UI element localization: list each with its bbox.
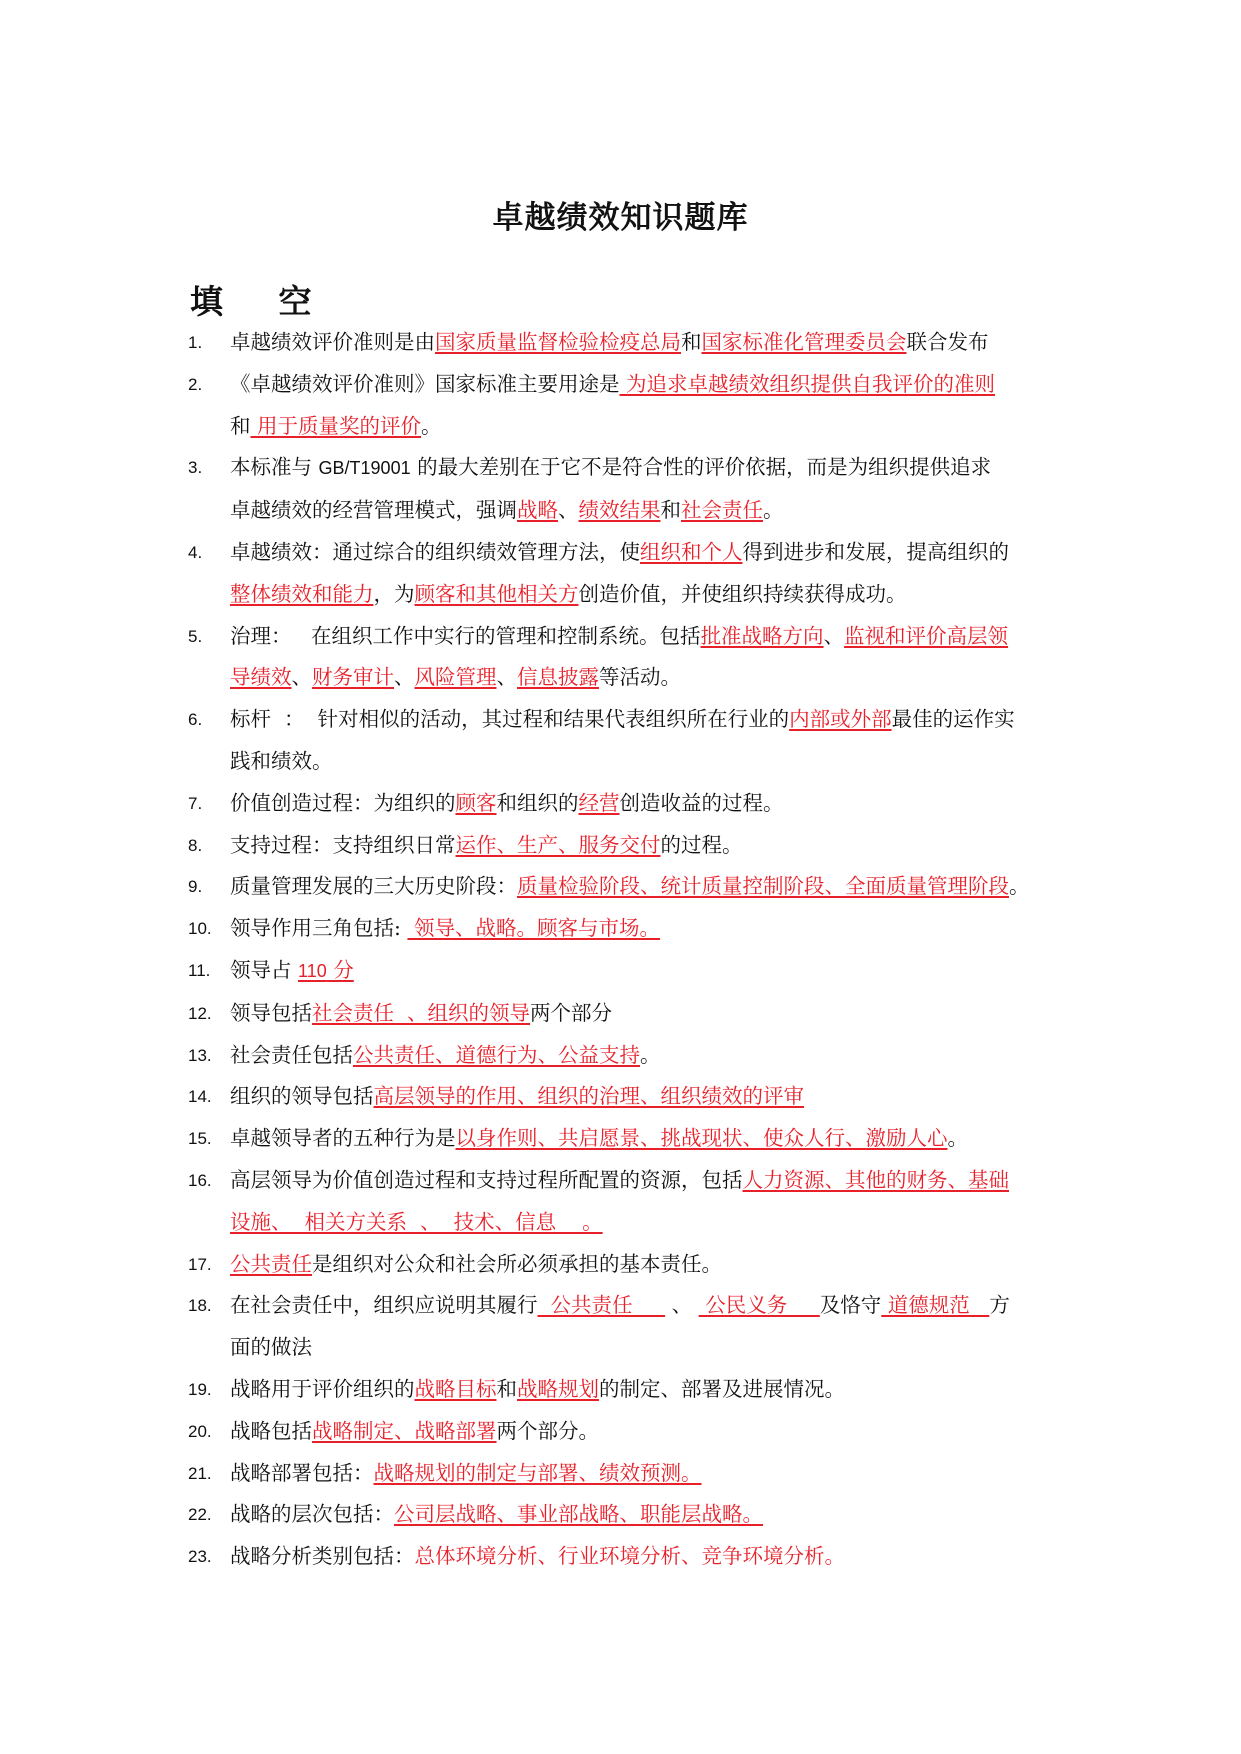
answer-text: 战略规划的制定与部署、绩效预测。 (373, 1460, 702, 1485)
question-text: GB/T19001 (318, 458, 411, 479)
question-text: 、 (291, 665, 312, 690)
question-text: 卓越绩效评价准则是由 (230, 330, 435, 354)
list-item (188, 1285, 1068, 1369)
answer-text: 设施、 相关方关系 、 技术、信息 。 (230, 1209, 603, 1234)
item-number: 20. (188, 1421, 212, 1441)
item-number: 16. (188, 1170, 212, 1190)
answer-text: 公共责任 (537, 1293, 666, 1318)
item-number: 13. (188, 1045, 212, 1065)
answer-text: 道德规范 (881, 1293, 990, 1318)
question-text: ，为 (373, 581, 415, 606)
item-number: 19. (188, 1379, 212, 1399)
list-item (188, 1244, 1068, 1286)
item-number: 14. (188, 1087, 212, 1107)
list-item (188, 1035, 1068, 1077)
page-title: 卓越绩效知识题库 (492, 200, 749, 236)
question-text: 卓越绩效：通过综合的组织绩效管理方法，使 (230, 539, 640, 564)
question-text: 得到进步和发展，提高组织的 (742, 539, 1009, 564)
list-item (188, 699, 1068, 783)
answer-text: 质量检验阶段、统计质量控制阶段、全面质量管理阶段 (517, 874, 1009, 899)
answer-text: 国家质量监督检验检疫总局 (435, 330, 681, 354)
item-number: 10. (188, 919, 212, 939)
question-text: 、 (665, 1293, 699, 1318)
answer-text: 内部或外部 (789, 707, 892, 732)
list-item (188, 783, 1068, 825)
question-text: 质量管理发展的三大历史阶段： (230, 874, 517, 899)
answer-text: 信息披露 (517, 665, 599, 690)
question-text: 。 (421, 413, 442, 438)
item-number: 23. (188, 1547, 212, 1567)
question-text: 面的做法 (230, 1335, 312, 1360)
answer-text: 110 (298, 960, 327, 981)
list-item (188, 950, 1068, 993)
list-item (188, 1453, 1068, 1495)
question-text: 及恪守 (819, 1293, 882, 1318)
answer-text: 公共责任 (230, 1251, 312, 1276)
question-text: 社会责任包括 (230, 1042, 353, 1067)
question-text: 卓越领导者的五种行为是 (230, 1126, 456, 1151)
answer-text: 公民义务 (698, 1293, 820, 1318)
answer-text: 社会责任 (681, 498, 763, 523)
answer-text: 绩效结果 (578, 498, 661, 523)
answer-text: 财务审计 (312, 665, 394, 690)
question-text: 方 (989, 1293, 1010, 1318)
question-text: 创造收益的过程。 (619, 790, 784, 815)
question-text: 。 (763, 498, 784, 523)
answer-text: 监视和评价高层领 (844, 623, 1009, 648)
list-item (188, 616, 1068, 700)
item-number: 17. (188, 1254, 212, 1274)
question-text: 卓越绩效的经营管理模式，强调 (230, 498, 517, 523)
question-text: 的制定、部署及进展情况。 (599, 1376, 845, 1401)
question-text: 组织的领导包括 (230, 1084, 374, 1109)
list-item (188, 532, 1068, 616)
section-heading: 填 空 (190, 282, 334, 321)
question-text: 领导包括 (230, 1000, 312, 1025)
item-number: 7. (188, 793, 203, 813)
question-list (188, 322, 1068, 1578)
question-text: 和 (230, 413, 251, 438)
list-item (188, 993, 1068, 1035)
question-text: 是组织对公众和社会所必须承担的基本责任。 (312, 1251, 722, 1276)
answer-text: 领导、战略。顾客与市场。 (407, 916, 660, 941)
answer-text: 顾客 (455, 790, 497, 815)
answer-text: 战略 (517, 498, 558, 523)
answer-text: 公共责任、道德行为、公益支持 (353, 1042, 640, 1067)
list-item (188, 1118, 1068, 1160)
question-text: 践和绩效。 (230, 748, 333, 773)
item-number: 12. (188, 1003, 212, 1023)
answer-text: 为追求卓越绩效组织提供自我评价的准则 (619, 371, 996, 396)
list-item (188, 1160, 1068, 1244)
question-text: 价值创造过程：为组织的 (230, 790, 456, 815)
answer-text: 以身作则、共启愿景、挑战现状、使众人行、激励人心 (455, 1126, 948, 1151)
list-item (188, 447, 1068, 532)
question-text: 、 (558, 498, 579, 523)
item-number: 9. (188, 877, 203, 897)
item-number: 15. (188, 1129, 212, 1149)
question-text: 战略的层次包括： (230, 1502, 394, 1527)
answer-text: 公司层战略、事业部战略、职能层战略。 (394, 1502, 763, 1527)
question-text: 领导作用三角包括: (230, 916, 408, 941)
answer-text: 战略制定、战略部署 (312, 1418, 497, 1443)
list-item (188, 1536, 1068, 1578)
answer-text: 运作、生产、服务交付 (455, 832, 661, 857)
question-text: 在社会责任中，组织应说明其履行 (230, 1293, 538, 1318)
answer-text: 战略目标 (414, 1376, 497, 1401)
list-item (188, 1494, 1068, 1536)
answer-text: 导绩效 (230, 665, 292, 690)
question-text: 。 (947, 1126, 968, 1151)
question-text: 和 (660, 498, 681, 523)
item-number: 8. (188, 835, 203, 855)
question-text: 联合发布 (906, 330, 989, 354)
question-text: 。 (640, 1042, 661, 1067)
question-text: 。 (1009, 874, 1030, 899)
item-number: 21. (188, 1463, 212, 1483)
answer-text: 顾客和其他相关方 (414, 581, 579, 606)
question-text: 领导占 (230, 957, 299, 982)
question-text: 等活动。 (599, 665, 681, 690)
question-text: 和组织的 (496, 790, 579, 815)
answer-text: 组织和个人 (640, 539, 743, 564)
answer-text: 社会责任 、组织的领导 (312, 1000, 531, 1025)
question-text: 、 (496, 665, 517, 690)
list-item (188, 322, 1068, 364)
question-text: 标杆 ： 针对相似的活动，其过程和结果代表组织所在行业的 (230, 707, 790, 732)
question-text: 两个部分。 (496, 1418, 599, 1443)
item-number: 11. (188, 960, 211, 980)
item-number: 22. (188, 1505, 212, 1525)
item-number: 1. (188, 333, 203, 352)
item-number: 3. (188, 458, 203, 478)
question-text: 战略部署包括： (230, 1460, 374, 1485)
list-item (188, 825, 1068, 867)
item-number: 2. (188, 374, 203, 394)
question-text: 战略包括 (230, 1418, 312, 1443)
answer-text: 分 (326, 957, 354, 982)
question-text: 两个部分 (530, 1000, 613, 1025)
question-text: 最佳的运作实 (891, 707, 1015, 732)
item-number: 5. (188, 626, 203, 646)
item-number: 4. (188, 542, 203, 562)
answer-text: 用于质量奖的评价 (250, 413, 422, 438)
answer-text: 总体环境分析、行业环境分析、竞争环境分析。 (414, 1544, 845, 1569)
question-text: 的最大差别在于它不是符合性的评价依据，而是为组织提供追求 (410, 455, 992, 480)
list-item (188, 364, 1068, 448)
item-number: 18. (188, 1296, 212, 1316)
answer-text: 国家标准化管理委员会 (701, 330, 907, 354)
question-text: 、 (823, 623, 845, 648)
answer-text: 风险管理 (414, 665, 497, 690)
list-item (188, 1076, 1068, 1118)
answer-text: 高层领导的作用、组织的治理、组织绩效的评审 (373, 1084, 804, 1109)
question-text: 支持过程：支持组织日常 (230, 832, 456, 857)
question-text: 高层领导为价值创造过程和支持过程所配置的资源，包括 (230, 1167, 743, 1192)
list-item (188, 1411, 1068, 1453)
question-text: 创造价值，并使组织持续获得成功。 (578, 581, 907, 606)
answer-text: 战略规划 (517, 1376, 599, 1401)
answer-text: 人力资源、其他的财务、基础 (742, 1167, 1009, 1192)
list-item (188, 908, 1068, 950)
answer-text: 整体绩效和能力 (230, 581, 374, 606)
question-text: 的过程。 (660, 832, 743, 857)
question-text: 战略分析类别包括： (230, 1544, 415, 1569)
question-text: 本标准与 (230, 455, 319, 480)
question-text: 《卓越绩效评价准则》国家标准主要用途是 (230, 371, 620, 396)
question-text: 治理： 在组织工作中实行的管理和控制系统。包括 (230, 623, 701, 648)
list-item (188, 1369, 1068, 1411)
answer-text: 经营 (578, 790, 620, 815)
question-text: 和 (681, 330, 702, 354)
item-number: 6. (188, 710, 203, 730)
list-item (188, 866, 1068, 908)
answer-text: 批准战略方向 (700, 623, 824, 648)
question-text: 战略用于评价组织的 (230, 1376, 415, 1401)
question-text: 和 (496, 1376, 517, 1401)
question-text: 、 (394, 665, 415, 690)
